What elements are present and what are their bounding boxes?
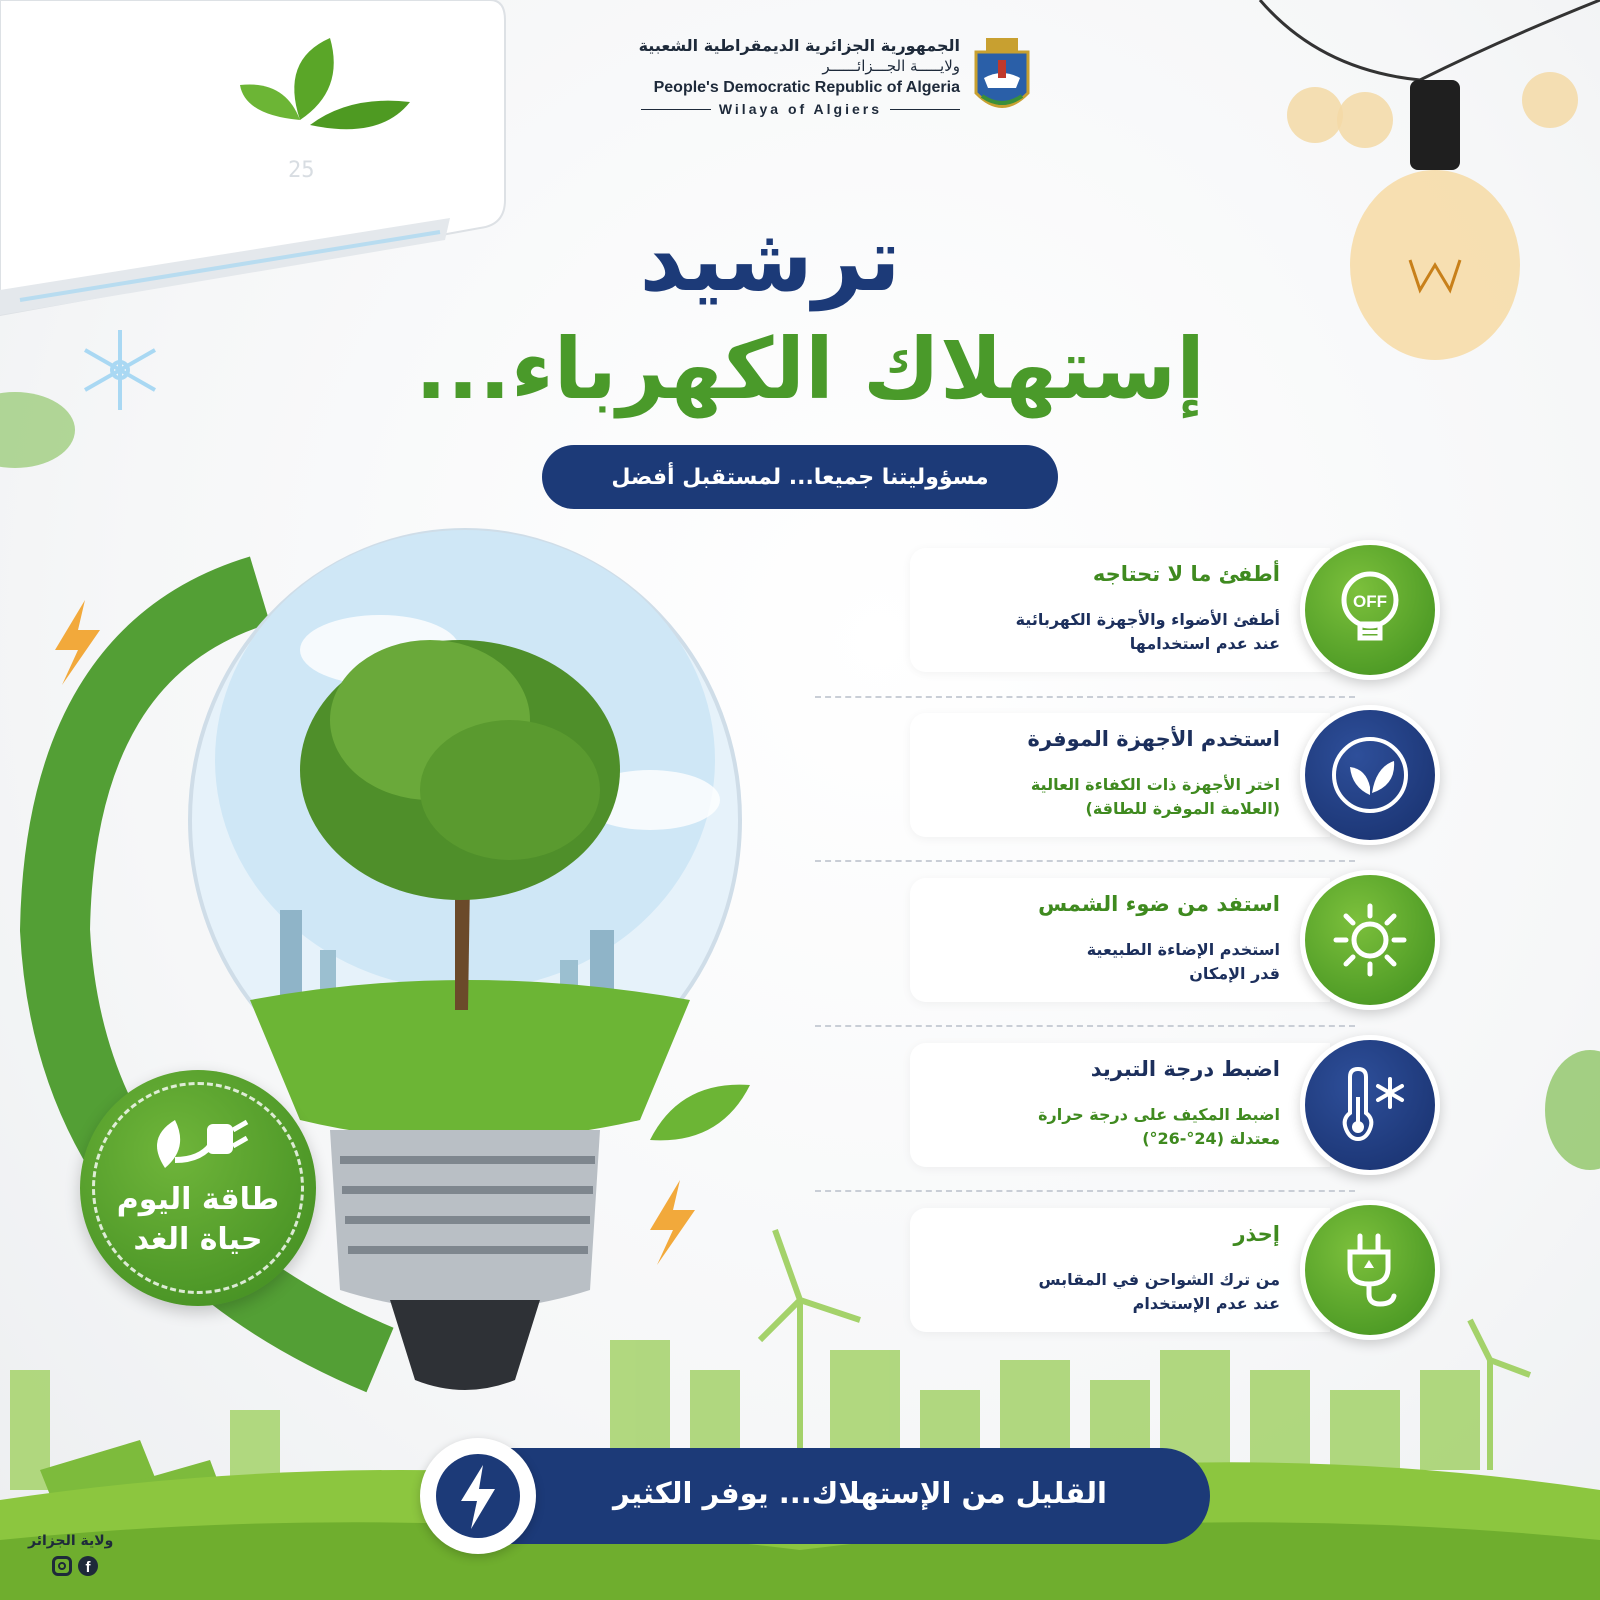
tip-title: أطفئ ما لا تحتاجه — [1092, 562, 1280, 586]
ac-temperature-display: 25 — [288, 158, 315, 183]
tip-description: اختر الأجهزة ذات الكفاءة العالية (العلامة الموفرة للطاقة) — [1030, 775, 1280, 818]
subtitle-text: مسؤوليتنا جميعا... لمستقبل أفضل — [611, 464, 989, 490]
tip-card-turn-off — [890, 540, 1450, 680]
tip-separator — [815, 1025, 1355, 1027]
header-english-wilaya: Wilaya of Algiers — [718, 101, 882, 117]
main-title: ترشيد — [639, 208, 901, 311]
tip-card-sunlight — [890, 870, 1450, 1010]
tip-description: اضبط المكيف على درجة حرارة معتدلة (24°-26°) — [1038, 1105, 1280, 1148]
plug-icon — [1322, 1222, 1418, 1318]
bolt-icon-circle — [420, 1438, 536, 1554]
wilaya-emblem-icon — [972, 38, 1032, 120]
tip-description: من ترك الشواحن في المقابس عند عدم الإستخدام — [1038, 1270, 1280, 1313]
tip-icon-circle — [1300, 1200, 1440, 1340]
footer-wilaya-name: ولاية الجزائر — [28, 1533, 114, 1549]
snowflake-decoration — [85, 330, 155, 410]
instagram-icon[interactable] — [52, 1556, 72, 1576]
badge-line1: طاقة اليوم — [116, 1182, 280, 1217]
tip-title: استفد من ضوء الشمس — [1038, 892, 1280, 916]
tip-icon-circle — [1300, 705, 1440, 845]
bottom-banner-text: القليل من الإستهلاك... يوفر الكثير — [613, 1476, 1107, 1510]
main-title-subline: إستهلاك الكهرباء... — [415, 320, 1205, 418]
slogan-badge — [80, 1070, 316, 1306]
sun-icon — [1322, 892, 1418, 988]
tip-card-efficient-devices — [890, 705, 1450, 845]
tip-title: استخدم الأجهزة الموفرة — [1027, 727, 1280, 751]
tip-separator — [815, 696, 1355, 698]
hanging-bulbs-decoration — [1260, 0, 1600, 360]
eco-leaf-icon — [1322, 727, 1418, 823]
svg-text:OFF: OFF — [1353, 592, 1387, 611]
bulb-off-icon — [1322, 562, 1418, 658]
subtitle-pill — [542, 445, 1058, 509]
tip-title: اضبط درجة التبريد — [1090, 1057, 1280, 1081]
tip-icon-circle — [1300, 870, 1440, 1010]
tip-separator — [815, 860, 1355, 862]
header-arabic-republic: الجمهورية الجزائرية الديمقراطية الشعبية — [638, 36, 960, 55]
tip-card-cooling — [890, 1035, 1450, 1175]
tip-card-chargers — [890, 1200, 1450, 1340]
lightning-icon — [433, 1451, 523, 1541]
header-arabic-wilaya: ولايـــــة الجـــزائــــــر — [822, 57, 960, 75]
tip-description: أطفئ الأضواء والأجهزة الكهربائية عند عدم استخدامها — [1015, 610, 1280, 653]
tip-description: استخدم الإضاءة الطبيعية قدر الإمكان — [1086, 940, 1280, 983]
tip-icon-circle — [1300, 1035, 1440, 1175]
facebook-icon[interactable]: f — [78, 1556, 98, 1576]
header — [590, 36, 960, 117]
header-english-republic: People's Democratic Republic of Algeria — [653, 79, 960, 96]
badge-line2: حياة الغد — [133, 1222, 263, 1257]
tip-icon-circle — [1300, 540, 1440, 680]
social-icons — [52, 1556, 98, 1576]
air-conditioner-illustration — [0, 0, 505, 315]
tip-separator — [815, 1190, 1355, 1192]
thermometer-snow-icon — [1322, 1057, 1418, 1153]
tip-title: إحذر — [1233, 1222, 1280, 1246]
lightning-decoration — [650, 1180, 695, 1265]
leaf-plug-icon — [145, 1098, 255, 1178]
